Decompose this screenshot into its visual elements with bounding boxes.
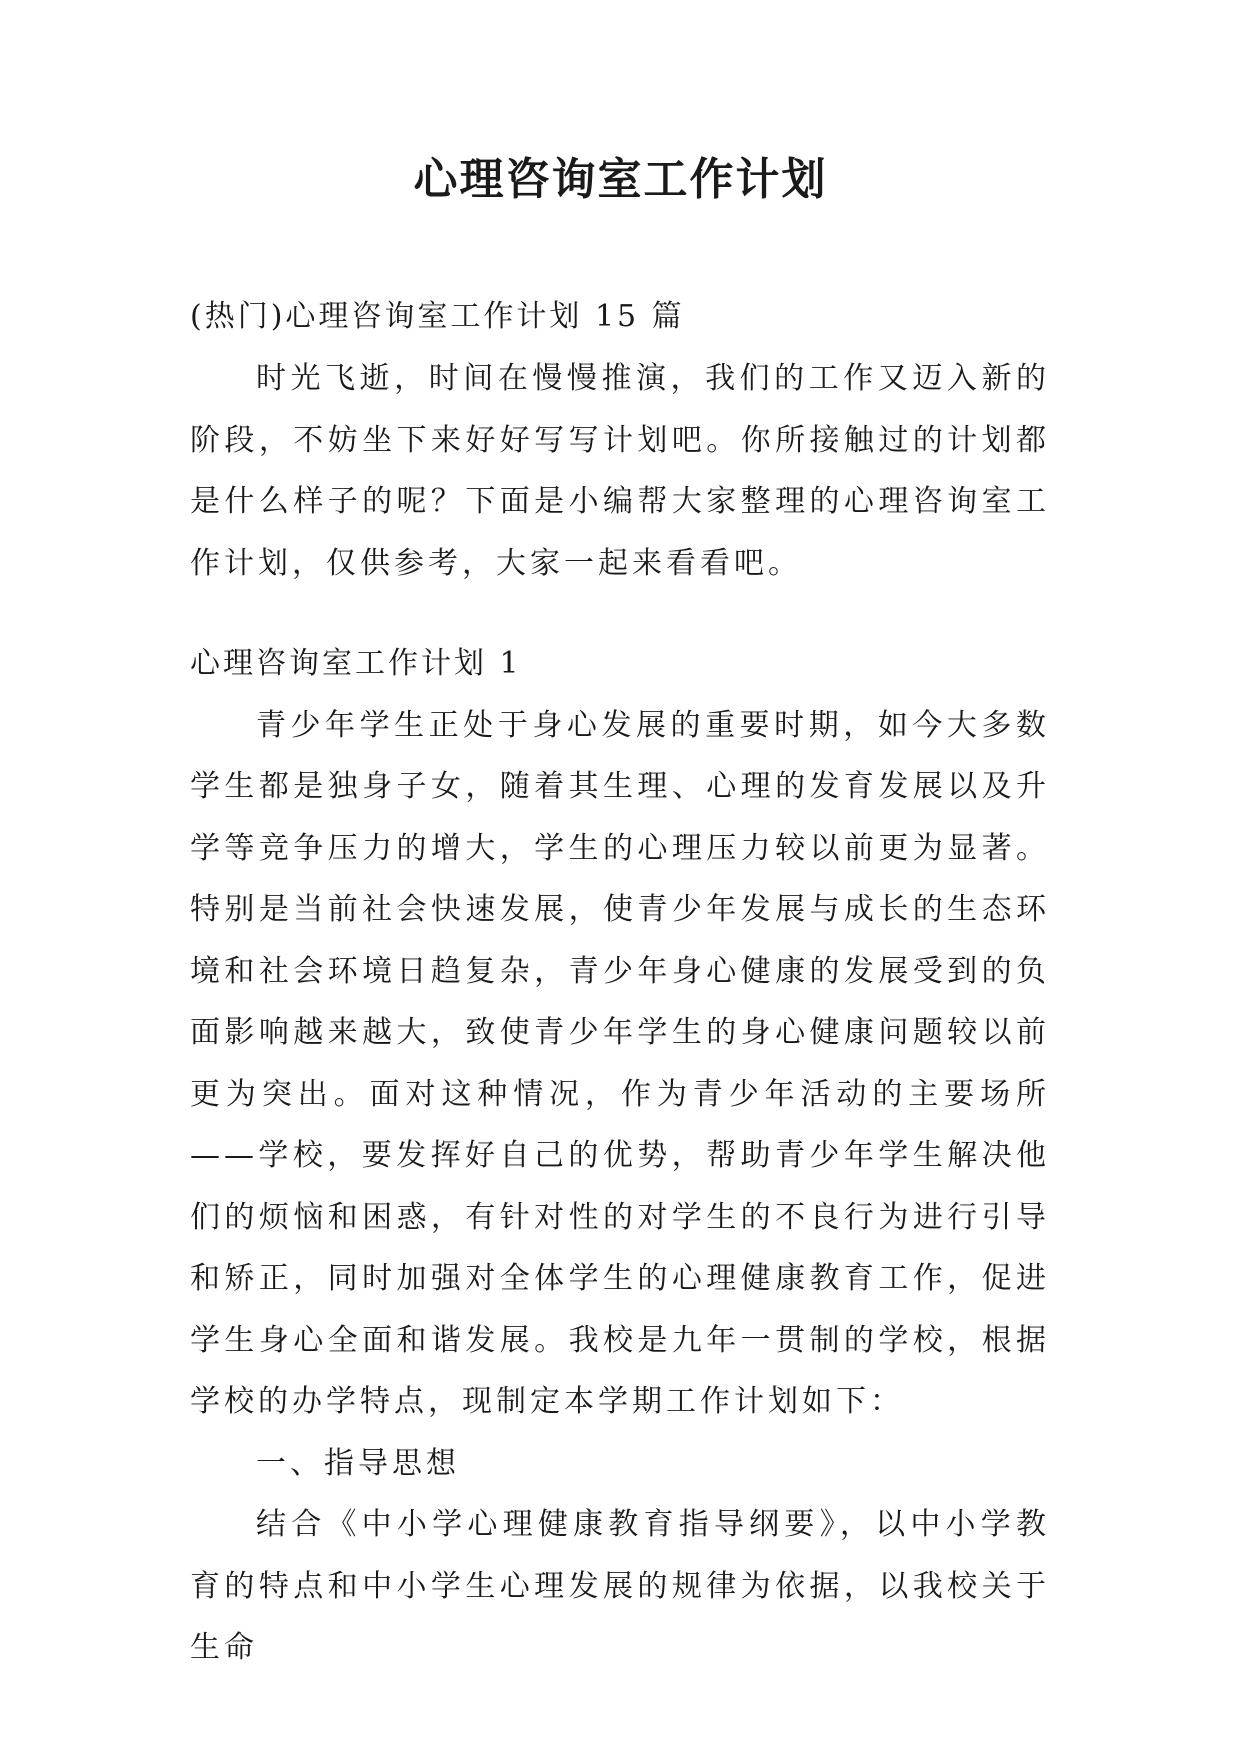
document-subtitle: (热门)心理咨询室工作计划 15 篇 (190, 299, 685, 334)
section-paragraph: 结合《中小学心理健康教育指导纲要》，以中小学教育的特点和中小学生心理发展的规律为依据，以我校关于生命 (190, 1507, 1050, 1665)
intro-block (190, 348, 1050, 594)
section-plan-1 (190, 633, 1050, 1679)
subsection-heading: 一、指导思想 (256, 1445, 460, 1481)
document-title: 心理咨询室工作计划 (413, 154, 828, 205)
intro-paragraph: 时光飞逝，时间在慢慢推演，我们的工作又迈入新的阶段，不妨坐下来好好写写计划吧。你所接触过的计划都是什么样子的呢？下面是小编帮大家整理的心理咨询室工作计划，仅供参考，大家一起来看看吧。 (190, 361, 1050, 581)
section-heading: 心理咨询室工作计划 1 (190, 646, 522, 681)
section-paragraph: 青少年学生正处于身心发展的重要时期，如今大多数学生都是独身子女，随着其生理、心理的发育发展以及升学等竞争压力的增大，学生的心理压力较以前更为显著。特别是当前社会快速发展，使青少年发展与成长的生态环境和社会环境日趋复杂，青少年身心健康的发展受到的负面影响越来越大，致使青少年学生的身心健康问题较以前更为突出。面对这种情况，作为青少年活动的主要场所——学校，要发挥好自己的优势，帮助青少年学生解决他们的烦恼和困惑，有针对性的对学生的不良行为进行引导和矫正，同时加强对全体学生的心理健康教育工作，促进学生身心全面和谐发展。我校是九年一贯制的学校，根据学校的办学特点，现制定本学期工作计划如下： (190, 707, 1050, 1419)
